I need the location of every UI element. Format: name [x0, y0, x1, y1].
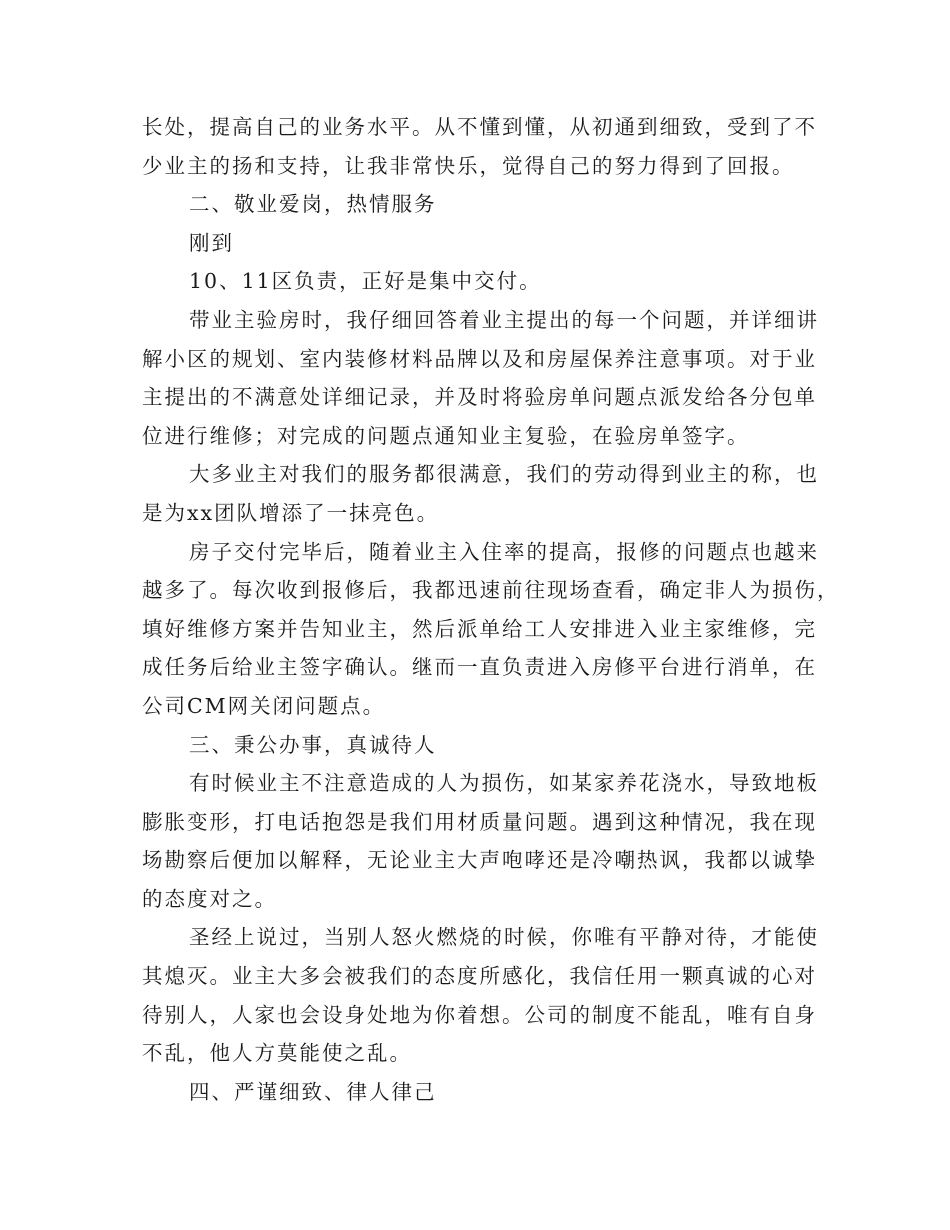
text-line: 二、敬业爱岗，热情服务: [189, 192, 437, 217]
text-line: 场勘察后便加以解释，无论业主大声咆哮还是冷嘲热讽，我都以诚挚: [142, 848, 817, 873]
text-line: 刚到: [189, 230, 234, 255]
text-line: 待别人，人家也会设身处地为你着想。公司的制度不能乱，唯有自身: [142, 1002, 817, 1027]
text-line: 大多业主对我们的服务都很满意，我们的劳动得到业主的称，也: [189, 462, 819, 487]
text-line: 长处，提高自己的业务水平。从不懂到懂，从初通到细致，受到了不: [142, 115, 817, 139]
text-line: 膨胀变形，打电话抱怨是我们用材质量问题。遇到这种情况，我在现: [142, 809, 817, 834]
text-line: 填好维修方案并告知业主，然后派单给工人安排进入业主家维修，完: [142, 616, 817, 641]
text-line: 带业主验房时，我仔细回答着业主提出的每一个问题，并详细讲: [189, 307, 819, 332]
text-line: 有时候业主不注意造成的人为损伤，如某家养花浇水，导致地板: [189, 771, 819, 796]
text-line: 圣经上说过，当别人怒火燃烧的时候，你唯有平静对待，才能使: [189, 925, 819, 950]
text-line: 其熄灭。业主大多会被我们的态度所感化，我信任用一颗真诚的心对: [142, 964, 817, 989]
text-line: 是为xx团队增添了一抹亮色。: [142, 500, 440, 525]
document-page: [142, 108, 840, 1111]
text-line: 解小区的规划、室内装修材料品牌以及和房屋保养注意事项。对于业: [142, 346, 817, 371]
text-line: 越多了。每次收到报修后，我都迅速前往现场查看，确定非人为损伤，: [142, 578, 840, 603]
text-line: 的态度对之。: [142, 886, 277, 911]
text-line: 少业主的扬和支持，让我非常快乐，觉得自己的努力得到了回报。: [142, 153, 795, 178]
text-line: 不乱，他人方莫能使之乱。: [142, 1041, 412, 1066]
text-line: 房子交付完毕后，随着业主入住率的提高，报修的问题点也越来: [189, 539, 819, 564]
text-line: 位进行维修；对完成的问题点通知业主复验，在验房单签字。: [142, 423, 750, 448]
text-line: 四、严谨细致、律人律己: [189, 1079, 437, 1104]
text-line: 公司CM网关闭问题点。: [142, 693, 386, 718]
text-line: 10、11区负责，正好是集中交付。: [189, 269, 542, 294]
text-line: 主提出的不满意处详细记录，并及时将验房单问题点派发给各分包单: [142, 385, 817, 410]
text-line: 三、秉公办事，真诚待人: [189, 732, 437, 757]
text-line: 成任务后给业主签字确认。继而一直负责进入房修平台进行消单，在: [142, 655, 817, 680]
